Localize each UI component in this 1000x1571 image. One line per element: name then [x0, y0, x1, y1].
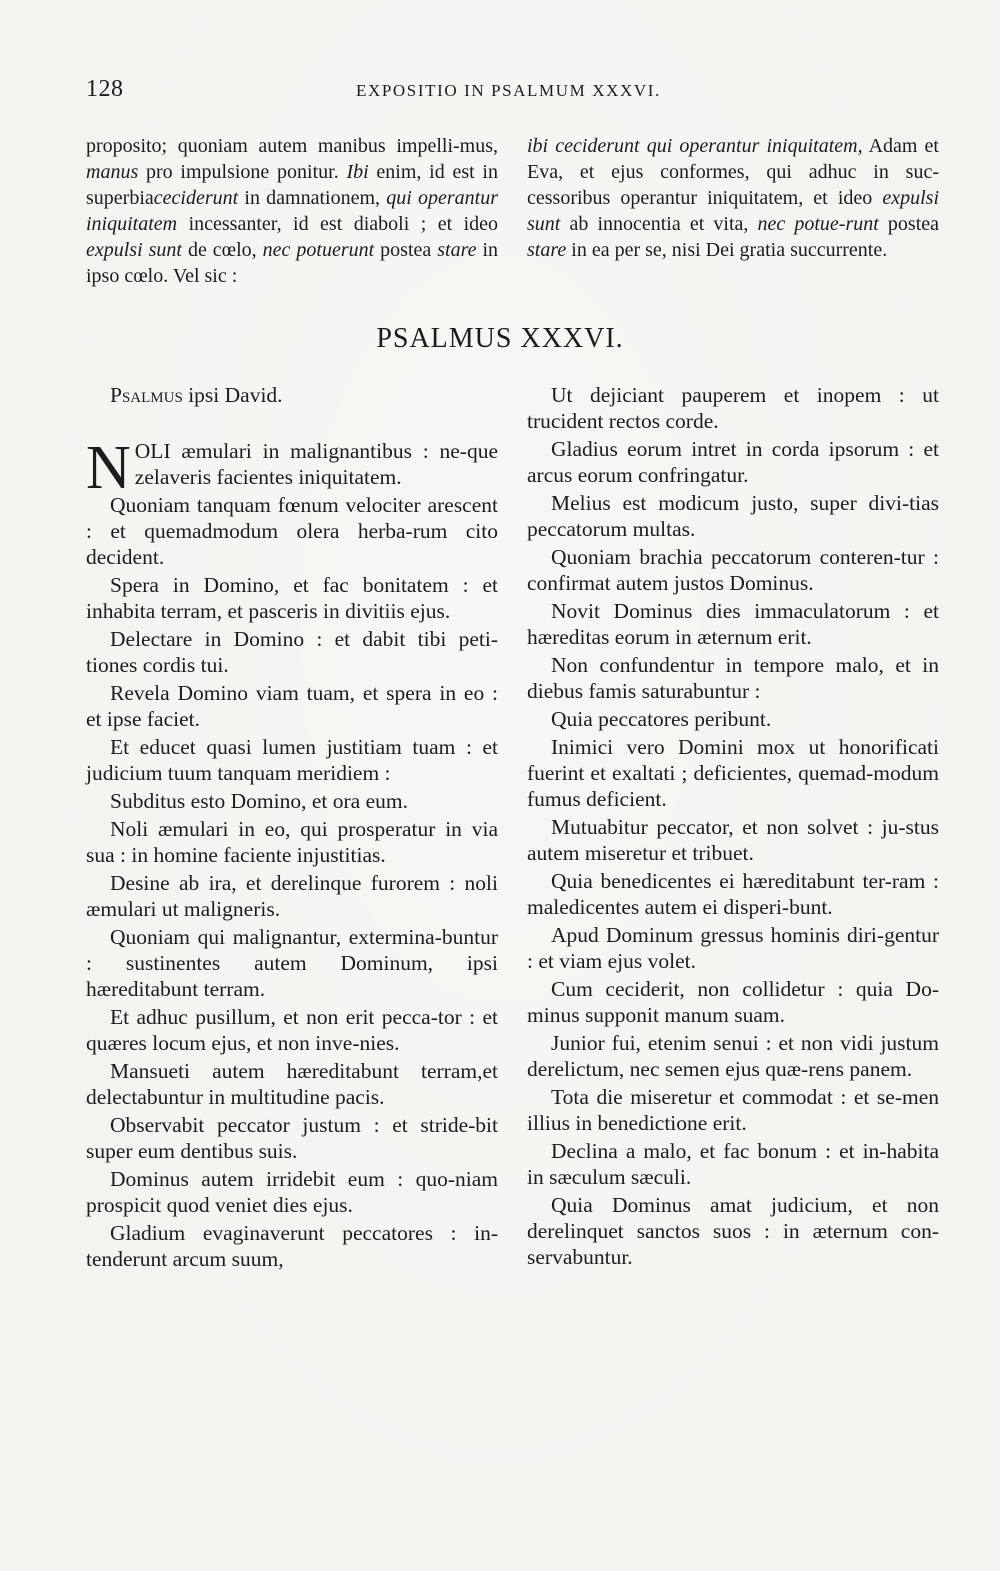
verse: Cum ceciderit, non collidetur : quia Do-minus supponit manum suam.: [527, 977, 939, 1027]
running-title: EXPOSITIO IN PSALMUM XXXVI.: [356, 81, 661, 100]
superscription: [86, 382, 498, 408]
verse: Mutuabitur peccator, et non solvet : ju-stus autem miseretur et tribuet.: [527, 815, 939, 865]
verse: Quoniam tanquam fœnum velociter arescent : et quemadmodum olera herba-rum cito decident.: [86, 493, 498, 569]
italic-text: expulsi sunt: [527, 187, 939, 235]
verse: Subditus esto Domino, et ora eum.: [110, 789, 408, 813]
verse: Delectare in Domino : et dabit tibi peti-tiones cordis tui.: [86, 627, 498, 677]
italic-text: manus: [86, 161, 139, 183]
psalm-title: PSALMUS XXXVI.: [376, 323, 624, 354]
text: Adam et Eva, et ejus conformes, qui adhuc in suc-cessoribus operantur iniquitatem, et ideo: [527, 135, 939, 209]
first-verse: [86, 434, 498, 502]
italic-text: stare: [527, 239, 567, 261]
italic-text: nec potue-runt: [757, 213, 879, 235]
text: ab innocentia et vita,: [569, 213, 749, 235]
text: de cœlo,: [187, 239, 257, 261]
running-head: [86, 76, 942, 106]
verse: Gladium evaginaverunt peccatores : in-tenderunt arcum suum,: [86, 1221, 498, 1271]
verse: Melius est modicum justo, super divi-tias peccatorum multas.: [527, 491, 939, 541]
verse: Et educet quasi lumen justitiam tuam : et judicium tuum tanquam meridiem :: [86, 735, 498, 785]
verse: Novit Dominus dies immaculatorum : et hæreditas eorum in æternum erit.: [527, 599, 939, 649]
text: postea: [887, 213, 939, 235]
verse-list: [86, 492, 498, 1272]
text: pro impulsione ponitur.: [145, 161, 339, 183]
italic-text: ceciderunt: [153, 187, 239, 209]
commentary-paragraph: [86, 133, 498, 289]
verse: Observabit peccator justum : et stride-bit super eum dentibus suis.: [86, 1113, 498, 1163]
superscription-text: ipsi David.: [188, 383, 283, 407]
italic-text: Ibi: [346, 161, 369, 183]
verse: Dominus autem irridebit eum : quo-niam prospicit quod veniet dies ejus.: [86, 1167, 498, 1217]
text: in ipso cœlo. Vel sic :: [86, 239, 499, 287]
verse: Junior fui, etenim senui : et non vidi justum derelictum, nec semen ejus quæ-rens panem.: [527, 1031, 939, 1081]
italic-text: ibi ceciderunt qui operantur iniquitatem,: [527, 135, 863, 157]
verse-list: [527, 382, 939, 1270]
text: proposito; quoniam autem manibus impelli-mus,: [86, 135, 498, 157]
commentary-right: [527, 133, 939, 263]
first-verse-caps: OLI: [134, 439, 171, 463]
drop-cap: N: [86, 434, 131, 502]
italic-text: qui operantur iniquitatem: [86, 187, 499, 235]
verse: Ut dejiciant pauperem et inopem : ut trucident rectos corde.: [527, 383, 939, 433]
commentary-left: [86, 133, 498, 289]
italic-text: expulsi sunt: [86, 239, 182, 261]
text: postea: [380, 239, 432, 261]
verse: Non confundentur in tempore malo, et in diebus famis saturabuntur :: [527, 653, 939, 703]
verse: Spera in Domino, et fac bonitatem : et inhabita terram, et pasceris in divitiis ejus.: [86, 573, 498, 623]
verse: Quia Dominus amat judicium, et non derelinquet sanctos suos : in æternum con-servabuntur.: [527, 1193, 939, 1269]
verse: Apud Dominum gressus hominis diri-gentur : et viam ejus volet.: [527, 923, 939, 973]
verse: Quoniam brachia peccatorum conteren-tur : confirmat autem justos Dominus.: [527, 545, 939, 595]
verse: Tota die miseretur et commodat : et se-men illius in benedictione erit.: [527, 1085, 939, 1135]
verse: Desine ab ira, et derelinque furorem : noli æmulari ut maligneris.: [86, 871, 498, 921]
italic-text: nec potuerunt: [262, 239, 375, 261]
text: enim, id est in superbia: [86, 161, 498, 209]
page-number: 128: [86, 76, 124, 102]
first-verse-text: æmulari in malignantibus : ne-que zelaveris facientes iniquitatem.: [134, 439, 498, 489]
verse: Quia benedicentes ei hæreditabunt ter-ram : maledicentes autem ei disperi-bunt.: [527, 869, 939, 919]
text: incessanter, id est diaboli ; et ideo: [188, 213, 499, 235]
verse: Mansueti autem hæreditabunt terram,et delectabuntur in multitudine pacis.: [86, 1059, 498, 1109]
verse: Et adhuc pusillum, et non erit pecca-tor : et quæres locum ejus, et non inve-nies.: [86, 1005, 498, 1055]
text: in damnationem,: [244, 187, 381, 209]
verse: Gladius eorum intret in corda ipsorum : et arcus eorum confringatur.: [527, 437, 939, 487]
italic-text: stare: [437, 239, 477, 261]
verse: Revela Domino viam tuam, et spera in eo : et ipse faciet.: [86, 681, 498, 731]
verse: Inimici vero Domini mox ut honorificati fuerint et exaltati ; deficientes, quemad-modum fumus deficient.: [527, 735, 939, 811]
psalm-text-right: [527, 382, 939, 1272]
psalm-text-left: [86, 382, 498, 1274]
commentary-paragraph: [527, 133, 939, 263]
text: in ea per se, nisi Dei gratia succurrente.: [571, 239, 888, 261]
verse: Noli æmulari in eo, qui prosperatur in via sua : in homine faciente injustitias.: [86, 817, 498, 867]
superscription-smallcaps: Psalmus: [110, 383, 183, 407]
verse: Quia peccatores peribunt.: [551, 707, 772, 731]
verse: Declina a malo, et fac bonum : et in-habita in sæculum sæculi.: [527, 1139, 939, 1189]
verse: Quoniam qui malignantur, extermina-buntur : sustinentes autem Dominum, ipsi hæreditabunt terram.: [86, 925, 498, 1001]
